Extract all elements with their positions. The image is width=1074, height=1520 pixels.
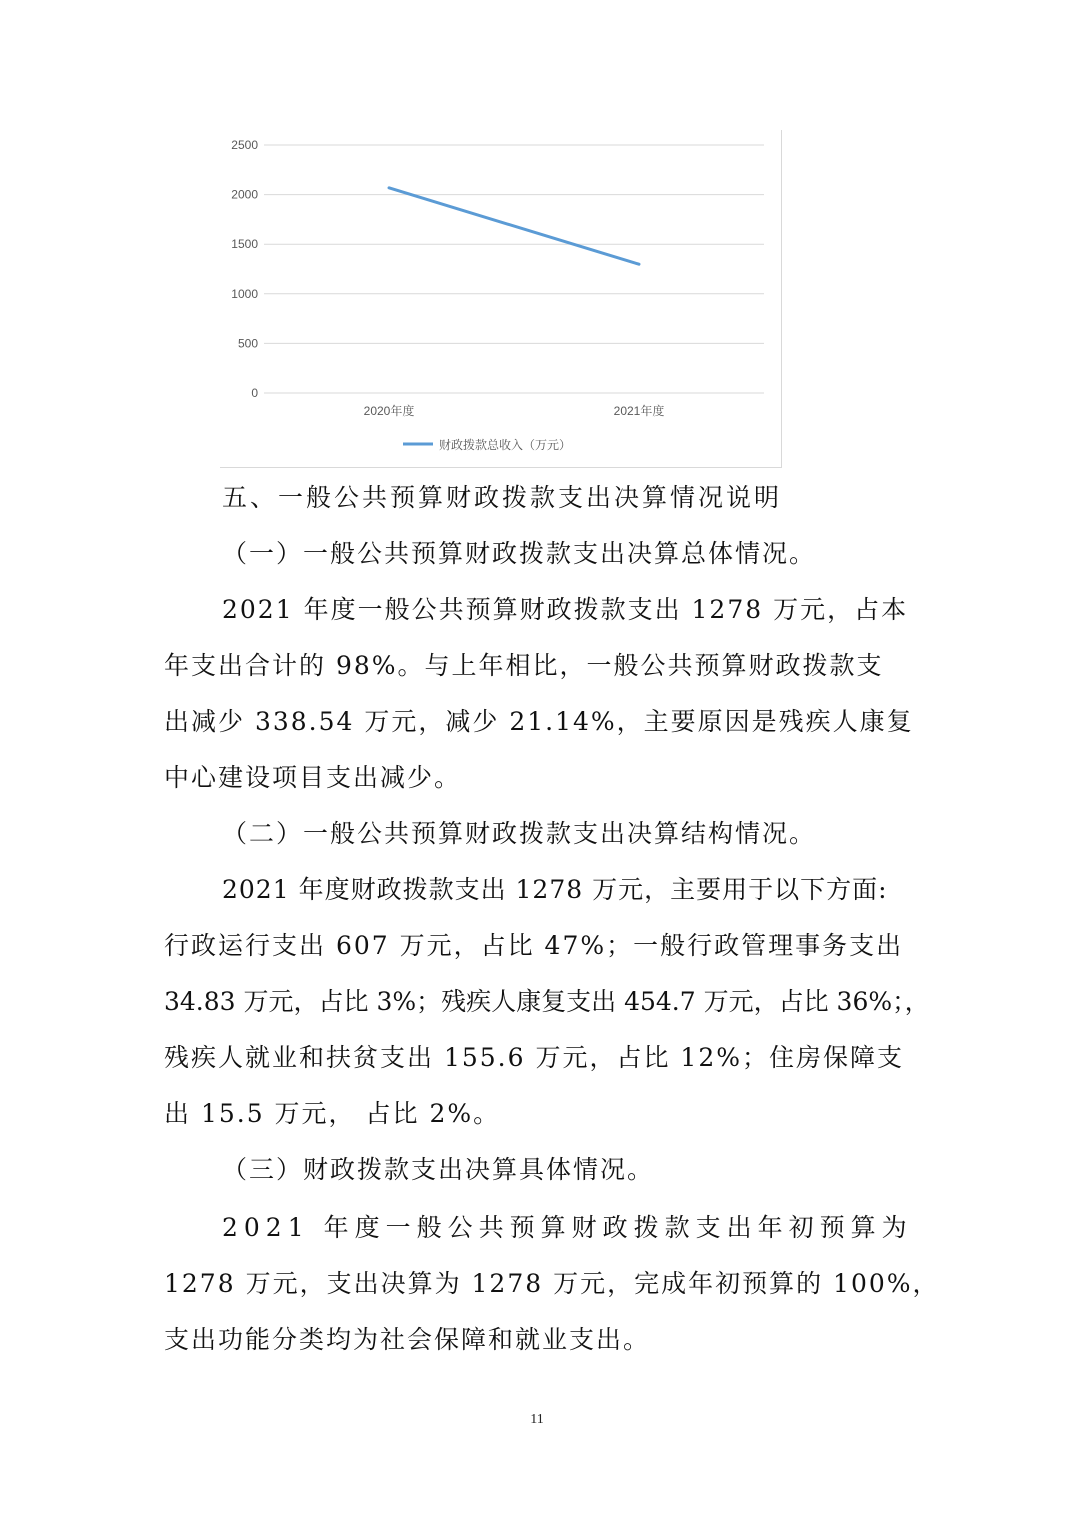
section-heading: 五、一般公共预算财政拨款支出决算情况说明 [222,483,783,512]
y-tick-label: 1500 [231,237,258,252]
x-category-label: 2021年度 [613,404,665,418]
series-line [389,188,639,264]
y-tick-label: 2500 [231,138,258,152]
page-number: 11 [530,1412,544,1427]
sub3-line-3: 支出功能分类均为社会保障和就业支出。 [164,1325,651,1354]
sub2-line-4: 残疾人就业和扶贫支出 155.6 万元，占比 12%；住房保障支 [164,1043,904,1072]
sub2-line-5: 出 15.5 万元， 占比 2%。 [164,1099,501,1128]
sub2-line-3: 34.83 万元，占比 3%；残疾人康复支出 454.7 万元，占比 36%；， [164,987,930,1016]
sub3-line-2: 1278 万元，支出决算为 1278 万元，完成年初预算的 100%， [164,1269,940,1298]
sub1-title: （一）一般公共预算财政拨款支出决算总体情况。 [222,539,817,568]
sub2-line-1: 2021 年度财政拨款支出 1278 万元，主要用于以下方面: [222,875,888,904]
sub1-line-3: 出减少 338.54 万元，减少 21.14%，主要原因是残疾人康复 [164,707,914,736]
y-tick-label: 0 [251,386,258,400]
sub2-title: （二）一般公共预算财政拨款支出决算结构情况。 [222,819,817,848]
sub2-line-2: 行政运行支出 607 万元，占比 47%；一般行政管理事务支出 [164,931,904,960]
y-tick-label: 500 [237,336,258,351]
sub1-line-1: 2021 年度一般公共预算财政拨款支出 1278 万元，占本 [222,595,909,624]
sub1-line-4: 中心建设项目支出减少。 [164,763,462,792]
sub1-line-2: 年支出合计的 98%。与上年相比，一般公共预算财政拨款支 [164,651,884,680]
sub3-line-1: 2021 年度一般公共预算财政拨款支出年初预算为 [222,1213,913,1242]
legend-label: 财政拨款总收入（万元） [439,438,572,452]
chart-canvas [220,130,782,468]
revenue-line-chart [220,130,782,468]
y-tick-label: 2000 [231,187,258,202]
sub3-title: （三）财政拨款支出决算具体情况。 [222,1155,655,1184]
x-category-label: 2020年度 [363,404,415,418]
y-tick-label: 1000 [231,286,258,301]
